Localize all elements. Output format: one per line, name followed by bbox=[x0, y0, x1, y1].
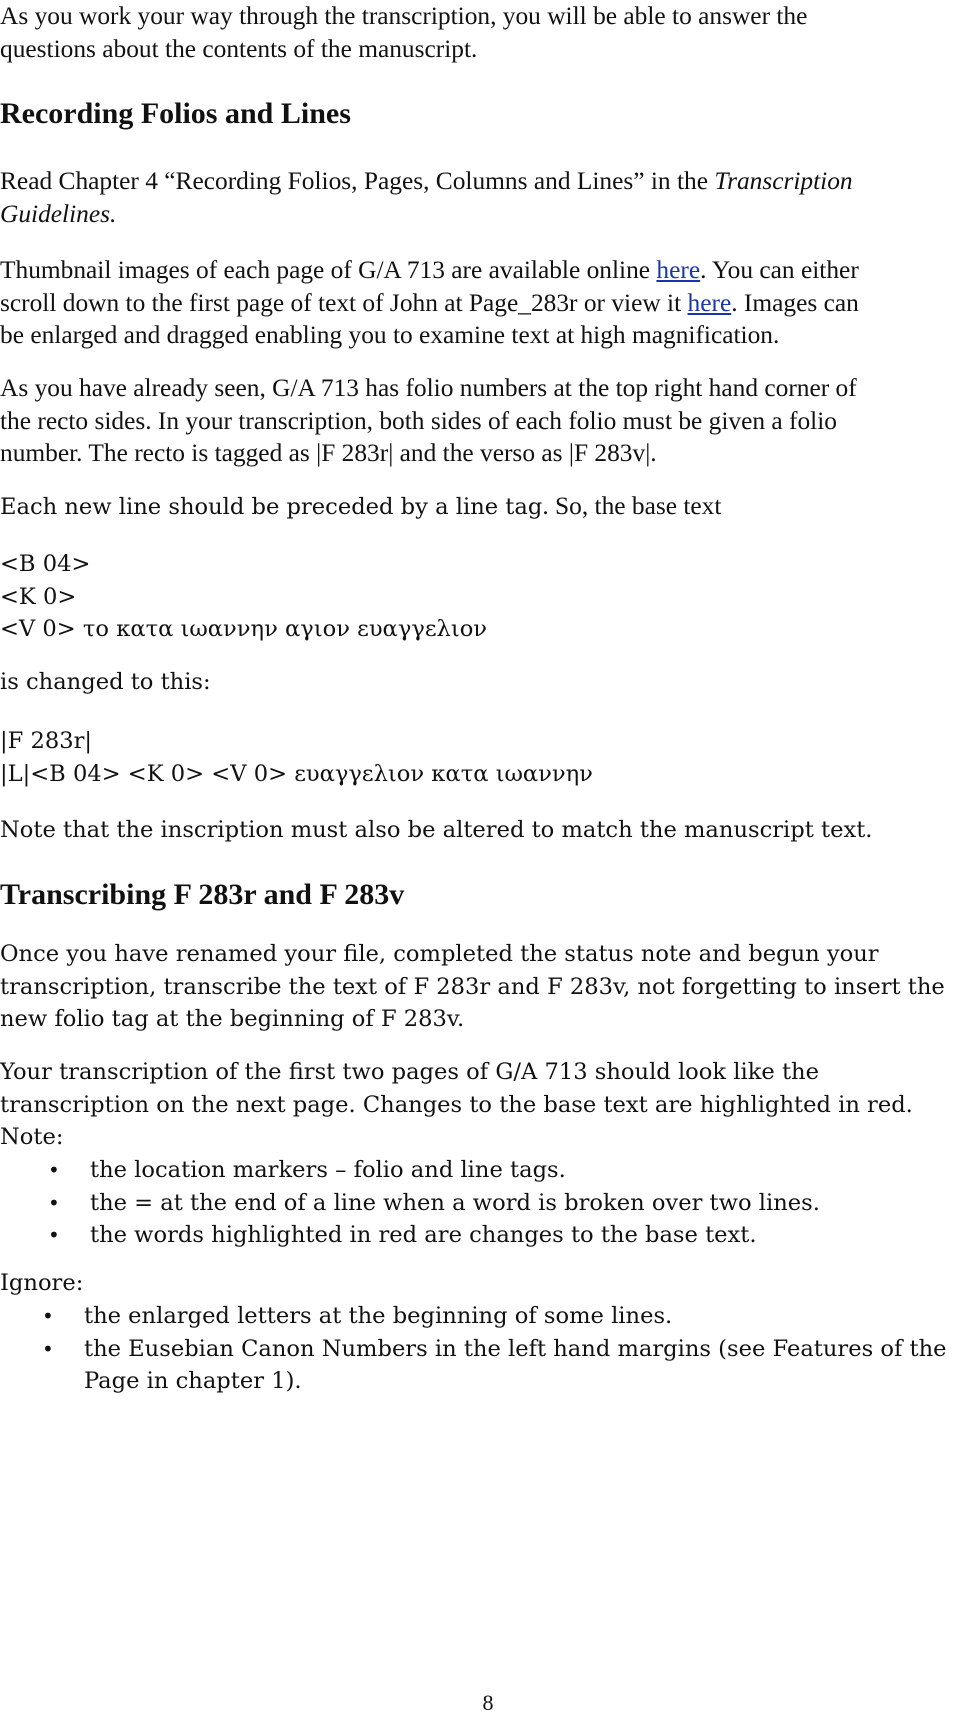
folio-text: number. The recto is tagged as |F 283r| and the verso as |F 283v|. bbox=[0, 439, 657, 468]
thumbnail-text: . Images can bbox=[731, 288, 859, 317]
bullet-icon: • bbox=[48, 1223, 60, 1248]
thumbnail-text: be enlarged and dragged enabling you to examine text at high magnification. bbox=[0, 321, 780, 350]
thumbnail-text: . You can either bbox=[700, 256, 859, 284]
once-line: new folio tag at the beginning of F 283v. bbox=[0, 1006, 465, 1033]
line-tag-text: Each new line should be preceded by a line tag bbox=[0, 494, 543, 520]
changed-label: is changed to this: bbox=[0, 669, 211, 695]
your-line: Your transcription of the first two pages of G/A 713 should look like the bbox=[0, 1059, 819, 1085]
read-chapter-paragraph bbox=[0, 165, 958, 230]
guidelines-title: Guidelines. bbox=[0, 199, 117, 228]
folio-text: the recto sides. In your transcription, both sides of each folio must be given a folio bbox=[0, 406, 837, 435]
thumbnail-text: Thumbnail images of each page of G/A 713 are available online bbox=[0, 256, 657, 284]
ignore-bullet-text: the enlarged letters at the beginning of some lines. bbox=[84, 1303, 673, 1329]
base-text-line: <B 04> bbox=[0, 551, 91, 577]
section-heading-transcribing: Transcribing F 283r and F 283v bbox=[0, 878, 405, 911]
intro-line: As you work your way through the transcription, you will be able to answer the bbox=[0, 2, 808, 30]
changed-text-line: |L|<B 04> <K 0> <V 0> ευαγγελιον κατα ιωαννην bbox=[0, 760, 593, 787]
base-text-block bbox=[0, 548, 958, 646]
your-line: Note: bbox=[0, 1124, 64, 1151]
ignore-bullet-text: the Eusebian Canon Numbers in the left hand margins (see Features of the bbox=[84, 1335, 947, 1362]
read-chapter-text: Read Chapter 4 “Recording Folios, Pages, Columns and Lines” in the bbox=[0, 167, 715, 195]
thumbnail-here-link[interactable]: here bbox=[656, 256, 701, 284]
line-tag-text: . So, the base text bbox=[542, 492, 722, 520]
thumbnail-paragraph bbox=[0, 254, 958, 352]
once-paragraph bbox=[0, 938, 958, 1036]
list-item bbox=[0, 1187, 958, 1220]
page-283r-here-link[interactable]: here bbox=[687, 288, 732, 317]
list-item bbox=[0, 1219, 958, 1252]
section-heading-recording: Recording Folios and Lines bbox=[0, 97, 351, 130]
note-bullet-text: the = at the end of a line when a word is broken over two lines. bbox=[90, 1189, 820, 1216]
bullet-icon: • bbox=[48, 1158, 60, 1182]
changed-text-line: |F 283r| bbox=[0, 728, 93, 754]
note-bullet-text: the words highlighted in red are changes to the base text. bbox=[90, 1222, 757, 1249]
once-line: Once you have renamed your file, completed the status note and begun your bbox=[0, 941, 879, 967]
ignore-label: Ignore: bbox=[0, 1270, 84, 1296]
list-item bbox=[0, 1300, 958, 1333]
page-number: 8 bbox=[482, 1690, 494, 1715]
intro-paragraph bbox=[0, 0, 958, 65]
list-item bbox=[0, 1365, 958, 1398]
ignore-bullet-list bbox=[0, 1300, 958, 1398]
once-line: transcription, transcribe the text of F 283r and F 283v, not forgetting to insert the bbox=[0, 973, 945, 1000]
intro-line: questions about the contents of the manuscript. bbox=[0, 34, 478, 63]
guidelines-title: Transcription bbox=[714, 167, 853, 195]
folio-text: As you have already seen, G/A 713 has folio numbers at the top right hand corner of bbox=[0, 374, 857, 402]
note-bullet-text: the location markers – folio and line tags. bbox=[90, 1157, 566, 1183]
base-text-line: <V 0> το κατα ιωαννην αγιον ευαγγελιον bbox=[0, 616, 488, 643]
base-text-line: <K 0> bbox=[0, 583, 77, 610]
list-item bbox=[0, 1154, 958, 1187]
inscription-note: Note that the inscription must also be altered to match the manuscript text. bbox=[0, 817, 873, 843]
bullet-icon: • bbox=[42, 1336, 54, 1361]
note-bullet-list bbox=[0, 1154, 958, 1252]
list-item bbox=[0, 1333, 958, 1366]
thumbnail-text: scroll down to the first page of text of John at Page_283r or view it bbox=[0, 288, 688, 317]
changed-text-block bbox=[0, 725, 958, 790]
line-tag-paragraph bbox=[0, 490, 958, 524]
bullet-icon: • bbox=[48, 1190, 60, 1215]
folio-numbers-paragraph bbox=[0, 372, 958, 470]
ignore-bullet-continuation: Page in chapter 1). bbox=[84, 1368, 302, 1395]
bullet-icon: • bbox=[42, 1304, 54, 1328]
your-line: transcription on the next page. Changes to the base text are highlighted in red. bbox=[0, 1091, 913, 1118]
your-transcription-paragraph bbox=[0, 1056, 958, 1154]
